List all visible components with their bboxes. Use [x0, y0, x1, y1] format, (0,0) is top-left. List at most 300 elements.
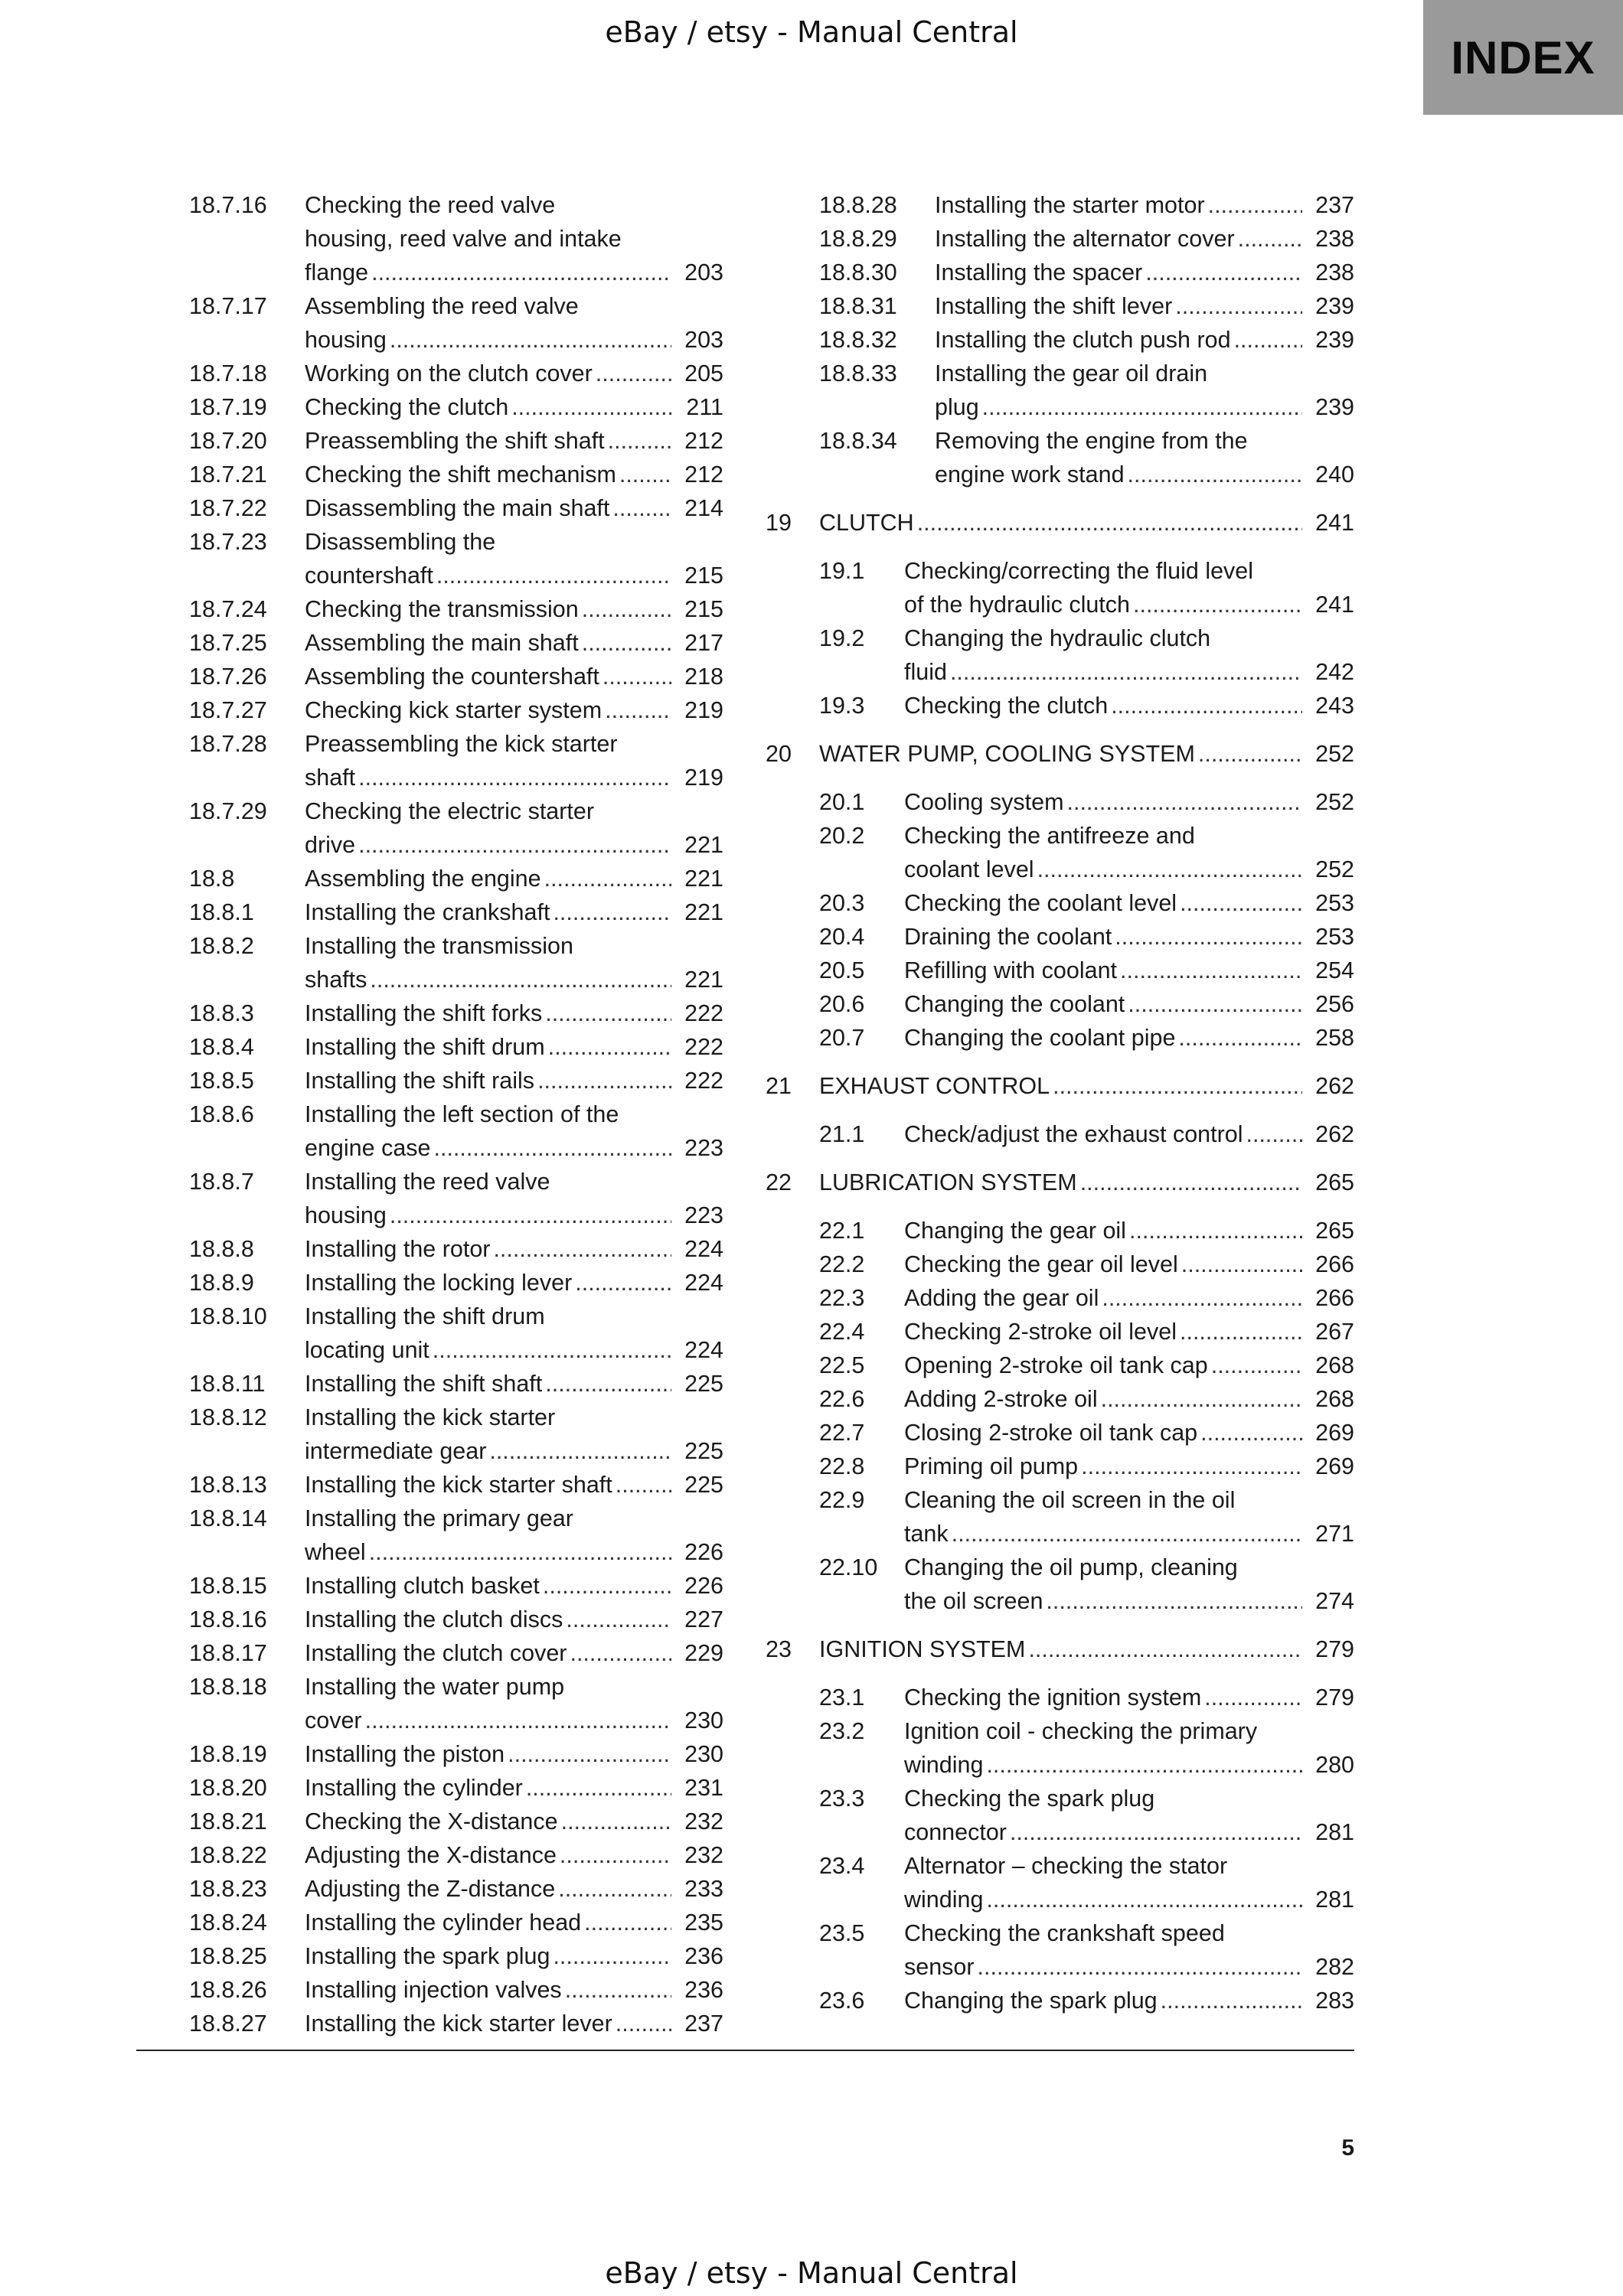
toc-entry	[189, 1569, 723, 1603]
toc-entry	[189, 491, 723, 525]
dot-leader	[582, 626, 671, 660]
toc-entry-body	[305, 1266, 723, 1300]
toc-entry-body	[819, 737, 1354, 771]
toc-entry-page: 211	[686, 394, 723, 420]
dot-leader	[433, 1333, 671, 1367]
dot-leader	[950, 655, 1302, 689]
toc-entry-body	[305, 1737, 723, 1771]
dot-leader	[1204, 1681, 1302, 1714]
dot-leader	[582, 592, 671, 626]
toc-entry-number: 18.8.25	[189, 1943, 267, 1969]
toc-entry-body	[819, 1632, 1354, 1666]
toc-entry-page: 283	[1315, 1988, 1354, 2014]
dot-leader	[1178, 1021, 1302, 1055]
toc-entry-number: 20.1	[819, 789, 865, 815]
toc-entry-number: 18.8.9	[189, 1270, 254, 1296]
toc-entry-number: 20.3	[819, 890, 865, 916]
toc-entry-body	[305, 1906, 723, 1939]
toc-entry-title-line: WATER PUMP, COOLING SYSTEM	[819, 741, 1195, 767]
toc-entry-page: 222	[684, 1000, 723, 1026]
toc-entry-number: 22.8	[819, 1453, 865, 1479]
dot-leader	[537, 1064, 671, 1097]
toc-entry-body	[305, 1468, 723, 1502]
toc-entry-page: 238	[1315, 259, 1354, 285]
toc-entry-title-line: Changing the spark plug	[904, 1988, 1158, 2014]
toc-entry	[189, 693, 723, 727]
toc-entry-number: 18.7.21	[189, 461, 267, 488]
toc-entry-body	[935, 256, 1354, 289]
toc-entry	[766, 1483, 1354, 1551]
dot-leader	[596, 357, 671, 390]
toc-entry-number: 18.7.23	[189, 529, 267, 555]
toc-entry-page: 221	[684, 832, 723, 858]
toc-entry-body	[935, 188, 1354, 222]
toc-entry-number: 18.8.23	[189, 1876, 267, 1902]
toc-entry-title-line: cover	[305, 1707, 362, 1733]
toc-entry-title-line: Checking the X-distance	[305, 1808, 558, 1835]
toc-entry-body	[305, 357, 723, 390]
toc-entry-page: 203	[684, 327, 723, 353]
dot-leader	[1200, 1416, 1302, 1450]
toc-entry-number: 23.1	[819, 1684, 865, 1711]
toc-entry	[189, 929, 723, 996]
toc-entry-number: 18.8.30	[819, 259, 897, 285]
footer-rule	[136, 2050, 1354, 2051]
toc-entry-page: 231	[684, 1775, 723, 1801]
toc-entry-page: 236	[684, 1943, 723, 1969]
toc-entry-number: 20.6	[819, 991, 865, 1017]
toc-entry-body	[305, 1064, 723, 1097]
toc-entry-body	[904, 1247, 1354, 1281]
dot-leader	[1238, 222, 1302, 256]
toc-entry-title-line: Checking the transmission	[305, 596, 579, 622]
toc-entry-body	[904, 689, 1354, 722]
dot-leader	[436, 559, 671, 592]
toc-entry-page: 242	[1315, 659, 1354, 685]
toc-entry-number: 22.10	[819, 1554, 878, 1580]
toc-entry-title-line: Draining the coolant	[904, 924, 1112, 950]
toc-entry-number: 18.8.22	[189, 1842, 267, 1868]
dot-leader	[1180, 886, 1302, 920]
toc-entry-title-line: Installing the water pump	[305, 1674, 565, 1700]
toc-entry-body	[305, 1097, 723, 1165]
toc-entry-title-line: engine case	[305, 1135, 431, 1161]
toc-entry-body	[305, 996, 723, 1030]
toc-entry-page: 217	[684, 630, 723, 656]
toc-entry-body	[305, 188, 723, 289]
toc-entry	[189, 289, 723, 357]
toc-entry-number: 22.4	[819, 1319, 865, 1345]
toc-entry-title-line: countershaft	[305, 563, 433, 589]
toc-entry-title-line: Installing the spark plug	[305, 1943, 550, 1969]
toc-entry-body	[819, 1166, 1354, 1199]
toc-entry-page: 280	[1315, 1752, 1354, 1778]
dot-leader	[1175, 289, 1302, 323]
dot-leader	[553, 895, 671, 929]
toc-entry-title-line: Installing the piston	[305, 1741, 505, 1767]
toc-entry-page: 281	[1315, 1887, 1354, 1913]
toc-entry-body	[904, 1382, 1354, 1416]
toc-entry-number: 23.5	[819, 1920, 865, 1946]
toc-entry	[189, 1232, 723, 1266]
toc-entry-title-line: Installing the shift rails	[305, 1068, 535, 1094]
toc-entry-number: 23.6	[819, 1988, 865, 2014]
toc-entry-title-line: flange	[305, 259, 369, 285]
toc-entry	[766, 1416, 1354, 1450]
toc-entry-page: 221	[684, 866, 723, 892]
dot-leader	[565, 1973, 671, 2007]
toc-entry-title-line: shafts	[305, 967, 367, 993]
toc-entry	[766, 920, 1354, 954]
dot-leader	[1101, 1382, 1302, 1416]
toc-entry-body	[305, 1872, 723, 1906]
toc-entry-body	[305, 794, 723, 862]
toc-entry-number: 18.8.18	[189, 1674, 267, 1700]
dot-leader	[548, 1030, 671, 1064]
toc-entry-title-line: wheel	[305, 1539, 366, 1565]
dot-leader	[619, 458, 671, 491]
toc-entry-body	[305, 1300, 723, 1367]
toc-entry-page: 224	[684, 1270, 723, 1296]
toc-entry-number: 18.8	[189, 866, 235, 892]
toc-entry-title-line: Installing the kick starter shaft	[305, 1472, 612, 1498]
toc-entry-title-line: plug	[935, 394, 979, 420]
toc-entry-title-line: Installing the shift lever	[935, 293, 1173, 319]
toc-entry-title-line: Opening 2-stroke oil tank cap	[904, 1352, 1208, 1378]
toc-entry-title-line: Installing the left section of the	[305, 1101, 619, 1127]
toc-entry-page: 230	[684, 1707, 723, 1733]
toc-entry-number: 23.4	[819, 1853, 865, 1879]
toc-entry-body	[305, 1165, 723, 1232]
toc-entry-title-line: fluid	[904, 659, 947, 685]
toc-entry-page: 223	[684, 1135, 723, 1161]
toc-entry-body	[305, 1502, 723, 1569]
toc-entry	[189, 424, 723, 458]
toc-entry-title-line: housing	[305, 1202, 387, 1228]
toc-entry-page: 279	[1315, 1684, 1354, 1711]
toc-entry-page: 274	[1315, 1588, 1354, 1614]
dot-leader	[561, 1805, 671, 1838]
toc-entry-page: 218	[684, 664, 723, 690]
toc-entry-page: 232	[684, 1808, 723, 1835]
toc-entry-body	[305, 626, 723, 660]
toc-entry-page: 222	[684, 1034, 723, 1060]
toc-entry	[189, 1300, 723, 1367]
dot-leader	[1198, 737, 1302, 771]
toc-entry-page: 221	[684, 967, 723, 993]
toc-entry-body	[904, 1782, 1354, 1849]
toc-chapter-entry	[766, 1069, 1354, 1103]
toc-entry	[189, 1502, 723, 1569]
toc-entry-title-line: connector	[904, 1819, 1007, 1845]
toc-entry-number: 18.8.34	[819, 428, 897, 454]
toc-entry-title-line: Installing the shift forks	[305, 1000, 543, 1026]
toc-entry-title-line: Changing the coolant	[904, 991, 1125, 1017]
dot-leader	[508, 1737, 671, 1771]
toc-entry-page: 253	[1315, 890, 1354, 916]
toc-entry-page: 233	[684, 1876, 723, 1902]
dot-leader	[558, 1872, 671, 1906]
dot-leader	[1246, 1117, 1302, 1151]
toc-chapter-entry	[766, 737, 1354, 771]
toc-entry-title-line: the oil screen	[904, 1588, 1043, 1614]
toc-entry-page: 266	[1315, 1285, 1354, 1311]
toc-entry-number: 18.7.25	[189, 630, 267, 656]
toc-entry-number: 18.8.7	[189, 1169, 254, 1195]
toc-entry-body	[935, 357, 1354, 424]
toc-entry-title-line: Checking the shift mechanism	[305, 461, 616, 488]
toc-entry-number: 19.1	[819, 558, 865, 584]
toc-entry-number: 22.5	[819, 1352, 865, 1378]
toc-entry	[766, 819, 1354, 886]
toc-entry-body	[904, 1315, 1354, 1349]
dot-leader	[1181, 1247, 1302, 1281]
toc-entry-number: 18.8.33	[819, 360, 897, 386]
toc-entry-title-line: Installing the rotor	[305, 1236, 491, 1262]
toc-entry-title-line: Checking the gear oil level	[904, 1251, 1178, 1277]
toc-entry	[189, 1838, 723, 1872]
toc-entry	[189, 1367, 723, 1401]
toc-entry-number: 18.8.13	[189, 1472, 267, 1498]
dot-leader	[365, 1704, 671, 1737]
toc-entry-body	[305, 693, 723, 727]
toc-entry-body	[305, 1973, 723, 2007]
toc-entry-title-line: winding	[904, 1887, 984, 1913]
dot-leader	[493, 1232, 671, 1266]
toc-entry-number: 18.8.31	[819, 293, 897, 319]
dot-leader	[545, 996, 671, 1030]
toc-entry-page: 240	[1315, 461, 1354, 488]
toc-entry-body	[305, 1603, 723, 1636]
toc-entry-body	[305, 289, 723, 357]
toc-entry-body	[305, 592, 723, 626]
toc-entry	[189, 188, 723, 289]
toc-entry-body	[904, 1117, 1354, 1151]
toc-entry-number: 18.8.20	[189, 1775, 267, 1801]
toc-entry-number: 18.8.3	[189, 1000, 254, 1026]
dot-leader	[545, 1367, 671, 1401]
toc-entry-page: 215	[684, 563, 723, 589]
toc-entry-number: 18.7.26	[189, 664, 267, 690]
dot-leader	[566, 1603, 671, 1636]
toc-entry-page: 225	[684, 1472, 723, 1498]
dot-leader	[434, 1131, 672, 1165]
dot-leader	[616, 1468, 671, 1502]
toc-entry-page: 256	[1315, 991, 1354, 1017]
toc-entry-title-line: housing, reed valve and intake	[305, 226, 622, 252]
toc-entry-body	[305, 525, 723, 592]
dot-leader	[489, 1434, 671, 1468]
toc-entry-title-line: Checking/correcting the fluid level	[904, 558, 1254, 584]
toc-entry-number: 22.9	[819, 1487, 865, 1513]
toc-entry-body	[305, 1569, 723, 1603]
toc-entry-body	[904, 1916, 1354, 1984]
toc-entry-page: 279	[1315, 1636, 1354, 1662]
toc-entry-title-line: Checking 2-stroke oil level	[904, 1319, 1177, 1345]
toc-entry-page: 239	[1315, 394, 1354, 420]
toc-entry-body	[305, 390, 723, 424]
toc-entry-page: 235	[684, 1910, 723, 1936]
dot-leader	[543, 1569, 671, 1603]
dot-leader	[1081, 1450, 1302, 1483]
toc-entry-page: 269	[1315, 1453, 1354, 1479]
toc-entry	[189, 1097, 723, 1165]
toc-entry	[189, 1165, 723, 1232]
toc-entry	[766, 554, 1354, 621]
toc-entry-page: 230	[684, 1741, 723, 1767]
toc-entry-page: 267	[1315, 1319, 1354, 1345]
toc-entry-page: 227	[684, 1606, 723, 1632]
toc-entry-body	[305, 1367, 723, 1401]
dot-leader	[608, 424, 671, 458]
toc-entry-title-line: Installing the gear oil drain	[935, 360, 1208, 386]
toc-entry-title-line: Disassembling the main shaft	[305, 495, 610, 521]
dot-leader	[1129, 1214, 1302, 1247]
toc-entry	[766, 1021, 1354, 1055]
toc-entry	[189, 660, 723, 693]
toc-entry-body	[904, 1281, 1354, 1315]
top-banner: eBay / etsy - Manual Central	[605, 15, 1018, 49]
dot-leader	[390, 323, 671, 357]
toc-entry-title-line: Checking the ignition system	[904, 1684, 1202, 1711]
dot-leader	[1115, 920, 1302, 954]
toc-entry-page: 241	[1315, 510, 1354, 536]
toc-entry	[189, 1872, 723, 1906]
toc-entry-body	[305, 727, 723, 794]
dot-leader	[526, 1771, 671, 1805]
toc-entry-number: 22.7	[819, 1420, 865, 1446]
toc-entry-body	[819, 1069, 1354, 1103]
toc-entry-number: 18.8.32	[819, 327, 897, 353]
toc-entry-title-line: Checking the antifreeze and	[904, 823, 1195, 849]
toc-entry	[189, 1670, 723, 1737]
toc-entry-number: 18.7.27	[189, 697, 267, 723]
toc-entry-number: 18.8.26	[189, 1977, 267, 2003]
toc-entry	[189, 794, 723, 862]
toc-entry-body	[904, 785, 1354, 819]
dot-leader	[1161, 1984, 1302, 2017]
toc-entry-body	[305, 1401, 723, 1468]
toc-entry-page: 253	[1315, 924, 1354, 950]
toc-entry	[766, 323, 1354, 357]
toc-entry-page: 226	[684, 1539, 723, 1565]
toc-entry-title-line: Checking the reed valve	[305, 192, 556, 218]
toc-entry	[766, 289, 1354, 323]
toc-entry-page: 229	[684, 1640, 723, 1666]
toc-entry-number: 20.5	[819, 957, 865, 983]
toc-entry-page: 237	[1315, 192, 1354, 218]
toc-entry-page: 222	[684, 1068, 723, 1094]
toc-entry-title-line: Installing the clutch push rod	[935, 327, 1231, 353]
toc-entry-number: 21	[766, 1073, 792, 1099]
toc-entry-title-line: Adding 2-stroke oil	[904, 1386, 1098, 1412]
toc-entry-title-line: Assembling the main shaft	[305, 630, 579, 656]
toc-entry-number: 18.8.17	[189, 1640, 267, 1666]
toc-entry	[766, 1349, 1354, 1382]
toc-entry-body	[904, 886, 1354, 920]
dot-leader	[575, 1266, 671, 1300]
toc-entry-title-line: Installing the clutch discs	[305, 1606, 563, 1632]
toc-entry-title-line: sensor	[904, 1954, 975, 1980]
toc-entry-page: 258	[1315, 1025, 1354, 1051]
dot-leader	[1208, 188, 1302, 222]
toc-entry-page: 221	[684, 899, 723, 925]
toc-entry	[766, 987, 1354, 1021]
dot-leader	[369, 1535, 671, 1569]
toc-entry	[766, 256, 1354, 289]
toc-entry-number: 22.2	[819, 1251, 865, 1277]
toc-entry-page: 223	[684, 1202, 723, 1228]
toc-entry-title-line: Assembling the reed valve	[305, 293, 579, 319]
toc-entry-title-line: Checking the clutch	[305, 394, 509, 420]
toc-entry-title-line: Checking the coolant level	[904, 890, 1177, 916]
dot-leader	[358, 761, 671, 794]
toc-entry-page: 268	[1315, 1352, 1354, 1378]
dot-leader	[1211, 1349, 1302, 1382]
toc-entry-title-line: LUBRICATION SYSTEM	[819, 1169, 1077, 1195]
toc-entry-number: 18.8.11	[189, 1371, 266, 1397]
toc-entry-body	[305, 1636, 723, 1670]
toc-entry-title-line: Adjusting the X-distance	[305, 1842, 557, 1868]
toc-entry-number: 18.8.14	[189, 1505, 267, 1531]
dot-leader	[1120, 954, 1302, 987]
toc-entry-title-line: Installing the locking lever	[305, 1270, 573, 1296]
toc-entry	[766, 1984, 1354, 2017]
toc-entry-title-line: Installing the clutch cover	[305, 1640, 567, 1666]
toc-entry-number: 18.8.28	[819, 192, 897, 218]
toc-chapter-entry	[766, 506, 1354, 540]
toc-entry-body	[935, 323, 1354, 357]
toc-entry	[189, 1266, 723, 1300]
toc-entry-title-line: Installing clutch basket	[305, 1573, 540, 1599]
toc-entry-number: 18.8.27	[189, 2011, 267, 2037]
toc-entry-page: 266	[1315, 1251, 1354, 1277]
toc-entry	[766, 222, 1354, 256]
toc-entry-page: 224	[684, 1236, 723, 1262]
toc-entry-number: 18.8.6	[189, 1101, 254, 1127]
toc-entry-body	[305, 1232, 723, 1266]
toc-entry	[766, 1714, 1354, 1782]
toc-entry-number: 18.7.16	[189, 192, 267, 218]
toc-entry-page: 237	[684, 2011, 723, 2037]
toc-entry	[766, 357, 1354, 424]
dot-leader	[1010, 1815, 1302, 1849]
toc-entry-title-line: CLUTCH	[819, 510, 914, 536]
toc-entry	[189, 592, 723, 626]
toc-entry	[189, 1973, 723, 2007]
toc-entry-title-line: intermediate gear	[305, 1438, 487, 1464]
dot-leader	[560, 1838, 671, 1872]
toc-entry-title-line: Cooling system	[904, 789, 1064, 815]
toc-entry-page: 215	[684, 596, 723, 622]
toc-entry-number: 20	[766, 741, 792, 767]
toc-entry	[189, 727, 723, 794]
toc-entry-page: 265	[1315, 1169, 1354, 1195]
toc-entry-title-line: Installing the transmission	[305, 933, 573, 959]
toc-entry-page: 252	[1315, 789, 1354, 815]
toc-entry-body	[305, 929, 723, 996]
toc-entry-title-line: Cleaning the oil screen in the oil	[904, 1487, 1236, 1513]
toc-entry	[189, 1805, 723, 1838]
toc-entry-body	[904, 1450, 1354, 1483]
toc-entry	[189, 357, 723, 390]
toc-entry	[189, 1737, 723, 1771]
toc-entry-number: 18.8.10	[189, 1303, 267, 1329]
toc-entry	[189, 1603, 723, 1636]
toc-entry-body	[904, 621, 1354, 689]
toc-entry-number: 18.8.5	[189, 1068, 254, 1094]
toc-entry-title-line: Installing injection valves	[305, 1977, 562, 2003]
